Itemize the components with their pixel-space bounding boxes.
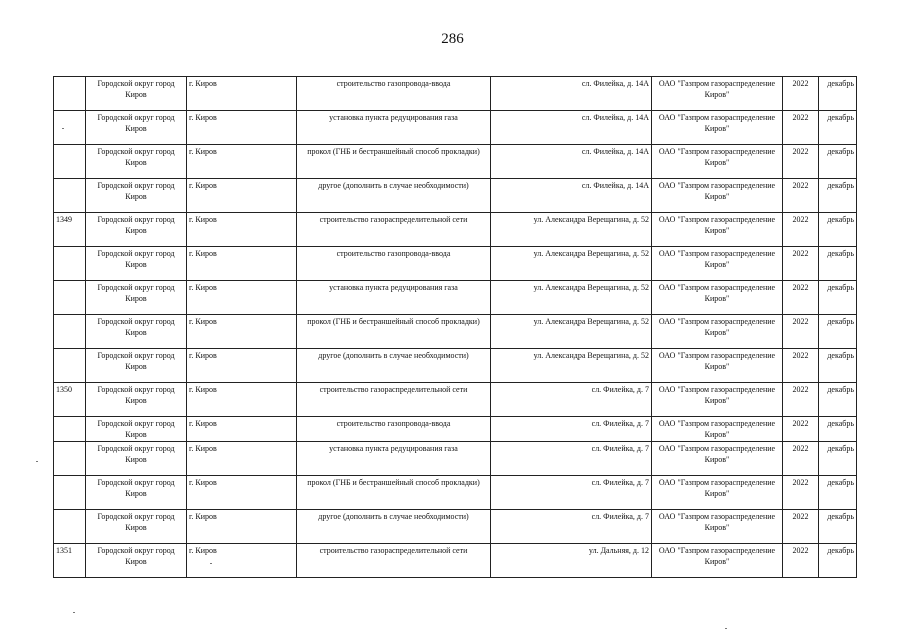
gasification-schedule-table bbox=[53, 76, 857, 578]
district-cell: Городской округ город Киров bbox=[86, 213, 187, 247]
row-number: 1349 bbox=[54, 213, 86, 247]
table-row bbox=[54, 111, 857, 145]
city-cell: г. Киров bbox=[187, 349, 297, 383]
address-cell: сл. Филейка, д. 7 bbox=[491, 442, 652, 476]
city-cell: г. Киров bbox=[187, 510, 297, 544]
organization-cell: ОАО "Газпром газораспределение Киров" bbox=[652, 417, 783, 442]
page-number: 286 bbox=[441, 31, 464, 47]
month-cell: декабрь bbox=[819, 510, 857, 544]
row-number bbox=[54, 179, 86, 213]
month-cell: декабрь bbox=[819, 442, 857, 476]
district-cell: Городской округ город Киров bbox=[86, 247, 187, 281]
month-cell: декабрь bbox=[819, 145, 857, 179]
month-cell: декабрь bbox=[819, 77, 857, 111]
month-cell: декабрь bbox=[819, 383, 857, 417]
district-cell: Городской округ город Киров bbox=[86, 349, 187, 383]
organization-cell: ОАО "Газпром газораспределение Киров" bbox=[652, 77, 783, 111]
row-number bbox=[54, 145, 86, 179]
table-row bbox=[54, 77, 857, 111]
city-cell: г. Киров bbox=[187, 476, 297, 510]
table-row bbox=[54, 544, 857, 578]
district-cell: Городской округ город Киров bbox=[86, 417, 187, 442]
scan-speck bbox=[73, 612, 75, 613]
district-cell: Городской округ город Киров bbox=[86, 510, 187, 544]
row-number bbox=[54, 510, 86, 544]
address-cell: сл. Филейка, д. 7 bbox=[491, 383, 652, 417]
organization-cell: ОАО "Газпром газораспределение Киров" bbox=[652, 383, 783, 417]
work-type-cell: строительство газопровода-ввода bbox=[297, 77, 491, 111]
year-cell: 2022 bbox=[783, 213, 819, 247]
row-number bbox=[54, 281, 86, 315]
work-type-cell: прокол (ГНБ и бестраншейный способ прокладки) bbox=[297, 145, 491, 179]
district-cell: Городской округ город Киров bbox=[86, 442, 187, 476]
scan-speck bbox=[62, 128, 64, 129]
city-cell: г. Киров bbox=[187, 247, 297, 281]
table-row bbox=[54, 510, 857, 544]
table-row bbox=[54, 315, 857, 349]
row-number bbox=[54, 111, 86, 145]
address-cell: ул. Александра Верещагина, д. 52 bbox=[491, 247, 652, 281]
scan-speck bbox=[36, 461, 38, 462]
district-cell: Городской округ город Киров bbox=[86, 476, 187, 510]
table-row bbox=[54, 281, 857, 315]
row-number bbox=[54, 247, 86, 281]
work-type-cell: строительство газопровода-ввода bbox=[297, 417, 491, 442]
month-cell: декабрь bbox=[819, 476, 857, 510]
organization-cell: ОАО "Газпром газораспределение Киров" bbox=[652, 281, 783, 315]
address-cell: ул. Александра Верещагина, д. 52 bbox=[491, 281, 652, 315]
organization-cell: ОАО "Газпром газораспределение Киров" bbox=[652, 145, 783, 179]
year-cell: 2022 bbox=[783, 442, 819, 476]
address-cell: сл. Филейка, д. 7 bbox=[491, 510, 652, 544]
month-cell: декабрь bbox=[819, 349, 857, 383]
work-type-cell: установка пункта редуцирования газа bbox=[297, 442, 491, 476]
address-cell: сл. Филейка, д. 7 bbox=[491, 417, 652, 442]
organization-cell: ОАО "Газпром газораспределение Киров" bbox=[652, 213, 783, 247]
organization-cell: ОАО "Газпром газораспределение Киров" bbox=[652, 247, 783, 281]
work-type-cell: установка пункта редуцирования газа bbox=[297, 111, 491, 145]
address-cell: сл. Филейка, д. 14А bbox=[491, 111, 652, 145]
district-cell: Городской округ город Киров bbox=[86, 315, 187, 349]
address-cell: ул. Дальняя, д. 12 bbox=[491, 544, 652, 578]
row-number bbox=[54, 315, 86, 349]
month-cell: декабрь bbox=[819, 281, 857, 315]
year-cell: 2022 bbox=[783, 281, 819, 315]
month-cell: декабрь bbox=[819, 213, 857, 247]
district-cell: Городской округ город Киров bbox=[86, 544, 187, 578]
table-row bbox=[54, 383, 857, 417]
city-cell: г. Киров bbox=[187, 544, 297, 578]
organization-cell: ОАО "Газпром газораспределение Киров" bbox=[652, 111, 783, 145]
table-row bbox=[54, 476, 857, 510]
district-cell: Городской округ город Киров bbox=[86, 383, 187, 417]
city-cell: г. Киров bbox=[187, 417, 297, 442]
address-cell: ул. Александра Верещагина, д. 52 bbox=[491, 315, 652, 349]
district-cell: Городской округ город Киров bbox=[86, 145, 187, 179]
city-cell: г. Киров bbox=[187, 179, 297, 213]
row-number bbox=[54, 77, 86, 111]
address-cell: ул. Александра Верещагина, д. 52 bbox=[491, 349, 652, 383]
district-cell: Городской округ город Киров bbox=[86, 281, 187, 315]
year-cell: 2022 bbox=[783, 179, 819, 213]
city-cell: г. Киров bbox=[187, 77, 297, 111]
city-cell: г. Киров bbox=[187, 145, 297, 179]
table-row bbox=[54, 349, 857, 383]
row-number: 1350 bbox=[54, 383, 86, 417]
year-cell: 2022 bbox=[783, 510, 819, 544]
city-cell: г. Киров bbox=[187, 111, 297, 145]
row-number bbox=[54, 417, 86, 442]
organization-cell: ОАО "Газпром газораспределение Киров" bbox=[652, 510, 783, 544]
table-row bbox=[54, 145, 857, 179]
month-cell: декабрь bbox=[819, 247, 857, 281]
row-number: 1351 bbox=[54, 544, 86, 578]
year-cell: 2022 bbox=[783, 315, 819, 349]
work-type-cell: строительство газораспределительной сети bbox=[297, 213, 491, 247]
city-cell: г. Киров bbox=[187, 315, 297, 349]
organization-cell: ОАО "Газпром газораспределение Киров" bbox=[652, 179, 783, 213]
year-cell: 2022 bbox=[783, 476, 819, 510]
year-cell: 2022 bbox=[783, 349, 819, 383]
organization-cell: ОАО "Газпром газораспределение Киров" bbox=[652, 476, 783, 510]
scan-speck bbox=[210, 563, 212, 564]
year-cell: 2022 bbox=[783, 111, 819, 145]
organization-cell: ОАО "Газпром газораспределение Киров" bbox=[652, 442, 783, 476]
address-cell: сл. Филейка, д. 7 bbox=[491, 476, 652, 510]
organization-cell: ОАО "Газпром газораспределение Киров" bbox=[652, 315, 783, 349]
year-cell: 2022 bbox=[783, 544, 819, 578]
city-cell: г. Киров bbox=[187, 281, 297, 315]
address-cell: ул. Александра Верещагина, д. 52 bbox=[491, 213, 652, 247]
table-row bbox=[54, 417, 857, 442]
year-cell: 2022 bbox=[783, 145, 819, 179]
work-type-cell: другое (дополнить в случае необходимости) bbox=[297, 349, 491, 383]
table-row bbox=[54, 247, 857, 281]
city-cell: г. Киров bbox=[187, 213, 297, 247]
address-cell: сл. Филейка, д. 14А bbox=[491, 179, 652, 213]
table-row bbox=[54, 442, 857, 476]
work-type-cell: строительство газопровода-ввода bbox=[297, 247, 491, 281]
work-type-cell: другое (дополнить в случае необходимости) bbox=[297, 179, 491, 213]
row-number bbox=[54, 442, 86, 476]
district-cell: Городской округ город Киров bbox=[86, 77, 187, 111]
work-type-cell: прокол (ГНБ и бестраншейный способ прокладки) bbox=[297, 476, 491, 510]
table-row bbox=[54, 213, 857, 247]
table-body bbox=[54, 77, 857, 578]
row-number bbox=[54, 476, 86, 510]
month-cell: декабрь bbox=[819, 417, 857, 442]
address-cell: сл. Филейка, д. 14А bbox=[491, 145, 652, 179]
month-cell: декабрь bbox=[819, 179, 857, 213]
month-cell: декабрь bbox=[819, 111, 857, 145]
district-cell: Городской округ город Киров bbox=[86, 179, 187, 213]
year-cell: 2022 bbox=[783, 383, 819, 417]
address-cell: сл. Филейка, д. 14А bbox=[491, 77, 652, 111]
year-cell: 2022 bbox=[783, 247, 819, 281]
work-type-cell: другое (дополнить в случае необходимости) bbox=[297, 510, 491, 544]
work-type-cell: установка пункта редуцирования газа bbox=[297, 281, 491, 315]
organization-cell: ОАО "Газпром газораспределение Киров" bbox=[652, 544, 783, 578]
month-cell: декабрь bbox=[819, 544, 857, 578]
work-type-cell: строительство газораспределительной сети bbox=[297, 544, 491, 578]
month-cell: декабрь bbox=[819, 315, 857, 349]
year-cell: 2022 bbox=[783, 77, 819, 111]
city-cell: г. Киров bbox=[187, 383, 297, 417]
table-row bbox=[54, 179, 857, 213]
row-number bbox=[54, 349, 86, 383]
district-cell: Городской округ город Киров bbox=[86, 111, 187, 145]
work-type-cell: строительство газораспределительной сети bbox=[297, 383, 491, 417]
year-cell: 2022 bbox=[783, 417, 819, 442]
organization-cell: ОАО "Газпром газораспределение Киров" bbox=[652, 349, 783, 383]
scan-speck bbox=[725, 628, 727, 629]
city-cell: г. Киров bbox=[187, 442, 297, 476]
work-type-cell: прокол (ГНБ и бестраншейный способ прокладки) bbox=[297, 315, 491, 349]
